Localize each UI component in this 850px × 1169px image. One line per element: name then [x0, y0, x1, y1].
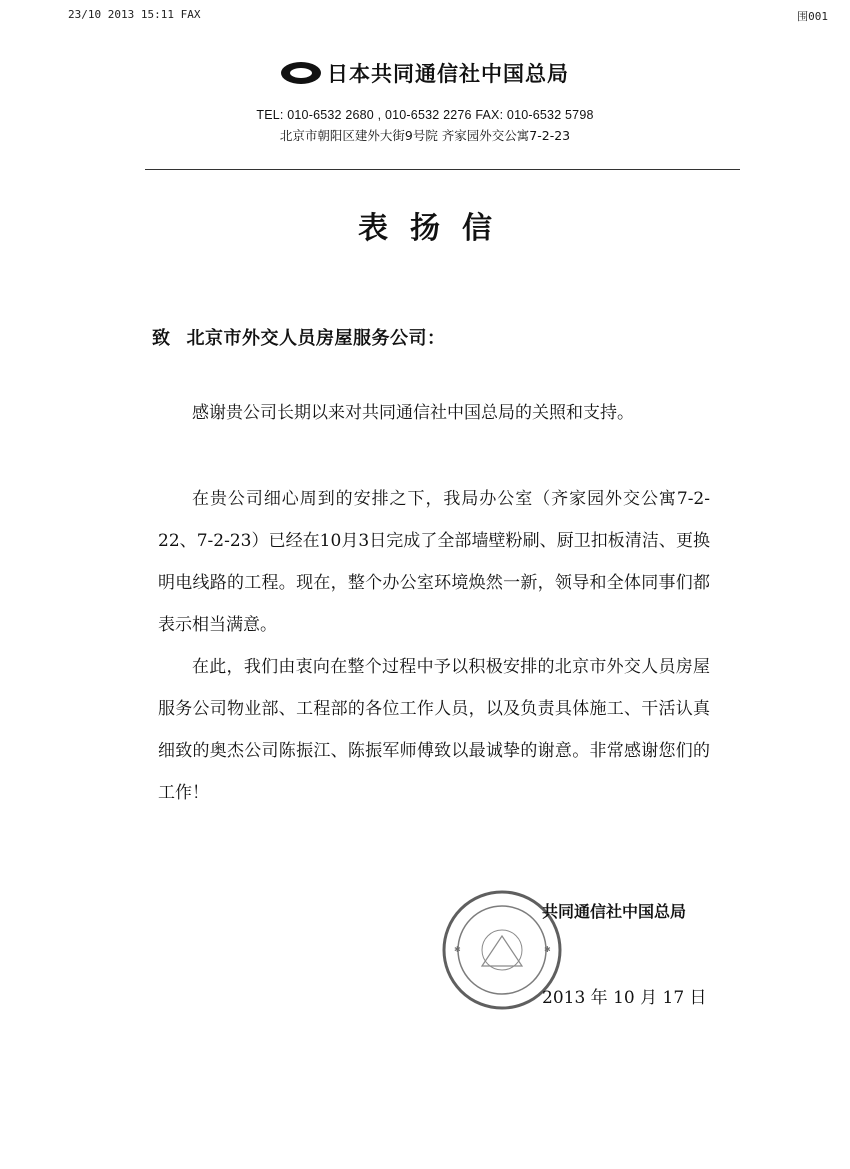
svg-text:✱: ✱: [454, 945, 461, 954]
letterhead: [0, 58, 850, 144]
fax-header: [68, 8, 828, 24]
svg-text:✱: ✱: [544, 945, 551, 954]
contact-info: TEL: 010-6532 2680 , 010-6532 2276 FAX: 010-6532 5798: [256, 108, 594, 122]
body-paragraph: 感谢贵公司长期以来对共同通信社中国总局的关照和支持。: [192, 403, 634, 423]
body-paragraph: 在此，我们由衷向在整个过程中予以积极安排的北京市外交人员房屋服务公司物业部、工程部的各位工作人员，以及负责具体施工、干活认真细致的奥杰公司陈振江、陈振军师傅致以最诚挚的谢意。非常感谢您们的工作！: [158, 657, 710, 803]
kyodo-logo-icon: [281, 62, 321, 84]
document-title: 表扬信: [358, 211, 514, 246]
fax-page-number: 围001: [797, 10, 828, 23]
recipient-name: 北京市外交人员房屋服务公司：: [186, 328, 446, 349]
signature-date: 2013 年 10 月 17 日: [542, 988, 707, 1008]
org-name: 日本共同通信社中国总局: [327, 62, 569, 86]
body-paragraph: 在贵公司细心周到的安排之下，我局办公室（齐家园外交公寓7-2-22、7-2-23）已经在10月3日完成了全部墙壁粉刷、厨卫扣板清洁、更换明电线路的工程。现在，整个办公室环境焕然一新，领导和全体同事们都表示相当满意。: [158, 489, 710, 635]
header-divider: [145, 169, 740, 170]
recipient-line: [152, 324, 446, 350]
signature-org: 共同通信社中国总局: [542, 902, 687, 921]
letterhead-org-line: [281, 58, 569, 88]
recipient-prefix: 致: [152, 328, 171, 349]
fax-datetime: 23/10 2013 15:11 FAX: [68, 8, 201, 21]
address: 北京市朝阳区建外大街9号院 齐家园外交公寓7-2-23: [279, 128, 571, 143]
